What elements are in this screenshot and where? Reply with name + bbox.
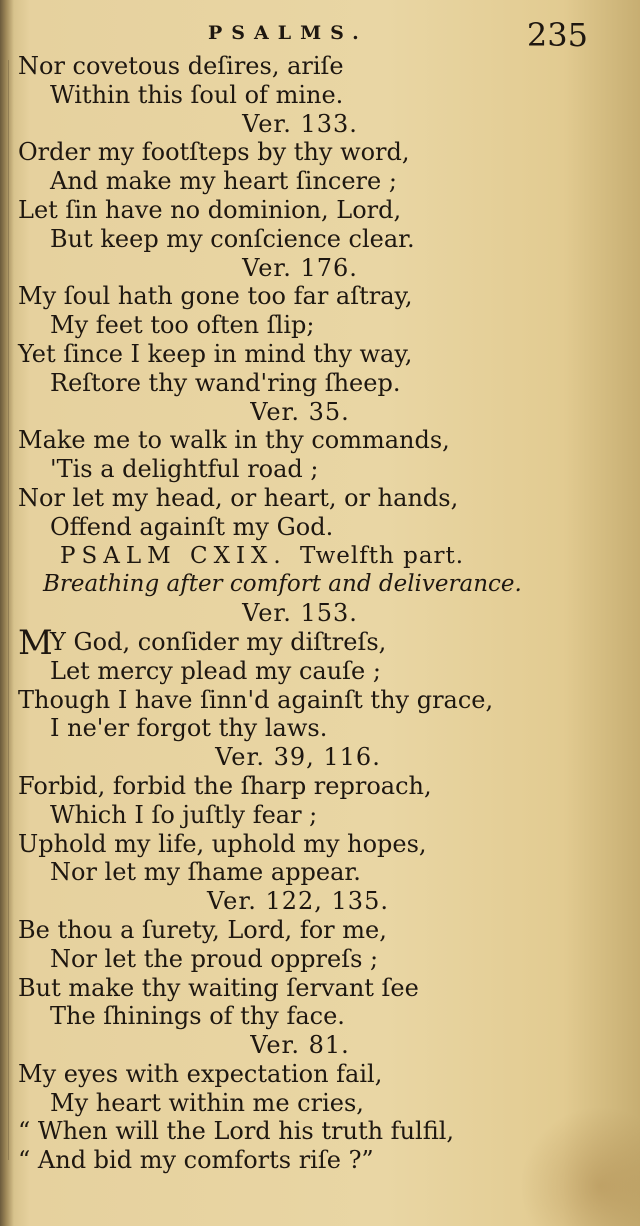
verse-reference: Ver. 133. [242,109,358,138]
verse-line: The ſhinings of thy face. [50,1002,345,1031]
psalm-subtitle: Breathing after comfort and deliverance. [43,571,522,598]
verse-reference: Ver. 81. [250,1031,350,1060]
verse-reference: Ver. 153. [242,599,358,628]
gutter-shadow [8,60,9,1160]
verse-line: Nor covetous deſires, ariſe [18,52,344,80]
verse-line: Forbid, forbid the ſharp reproach, [18,771,432,800]
verse-line: My feet too often ſlip; [50,311,315,340]
verse-line: Offend againſt my God. [50,512,334,541]
verse-line: I ne'er forgot thy laws. [50,714,328,743]
verse-line: Let mercy plead my cauſe ; [50,656,381,685]
verse-line: Nor let the proud oppreſs ; [50,944,379,973]
psalm-title: PSALM CXIX. [60,542,287,569]
verse-line: Reſtore thy wand'ring ſheep. [50,368,401,397]
verse-line: Uphold my life, uphold my hopes, [18,829,427,858]
verse-line: Within this ſoul of mine. [50,80,344,109]
verse-line: Nor let my head, or heart, or hands, [18,483,459,512]
verse-line: But make thy waiting ſervant ſee [18,973,419,1002]
psalm-text [18,52,618,1175]
verse-line: Make me to walk in thy commands, [18,426,450,455]
verse-line: “ When will the Lord his truth fulfil, [18,1117,455,1146]
verse-line: Nor let my ſhame appear. [50,858,361,887]
verse-line: Though I have ſinn'd againſt thy grace, [18,685,494,714]
verse-line: Let ſin have no dominion, Lord, [18,195,402,224]
page-number: 235 [526,16,588,54]
running-head: PSALMS. [208,22,368,44]
verse-line: Y God, conſider my diſtreſs, [50,627,387,656]
verse-line: Be thou a ſurety, Lord, for me, [18,915,387,944]
verse-line: And make my heart ſincere ; [50,167,397,196]
psalm-heading [18,542,618,571]
verse-line-with-drop-cap [18,622,618,663]
verse-line: Yet ſince I keep in mind thy way, [18,339,413,368]
drop-cap: M [18,622,53,663]
verse-reference: Ver. 39, 116. [215,743,381,772]
verse-reference: Ver. 176. [242,253,358,282]
verse-line: Order my footſteps by thy word, [18,138,410,167]
verse-reference: Ver. 35. [250,397,350,426]
verse-line: But keep my conſcience clear. [50,224,415,253]
verse-line: 'Tis a delightful road ; [50,455,319,484]
verse-reference: Ver. 122, 135. [207,887,389,916]
verse-line: My ſoul hath gone too far aſtray, [18,282,413,311]
psalm-part: Twelfth part. [300,542,465,569]
page-header [0,14,640,54]
verse-line: Which I ſo juſtly fear ; [50,800,318,829]
verse-line: “ And bid my comforts riſe ?” [18,1146,374,1175]
verse-line: My eyes with expectation fail, [18,1059,383,1088]
verse-line: My heart within me cries, [50,1088,364,1117]
